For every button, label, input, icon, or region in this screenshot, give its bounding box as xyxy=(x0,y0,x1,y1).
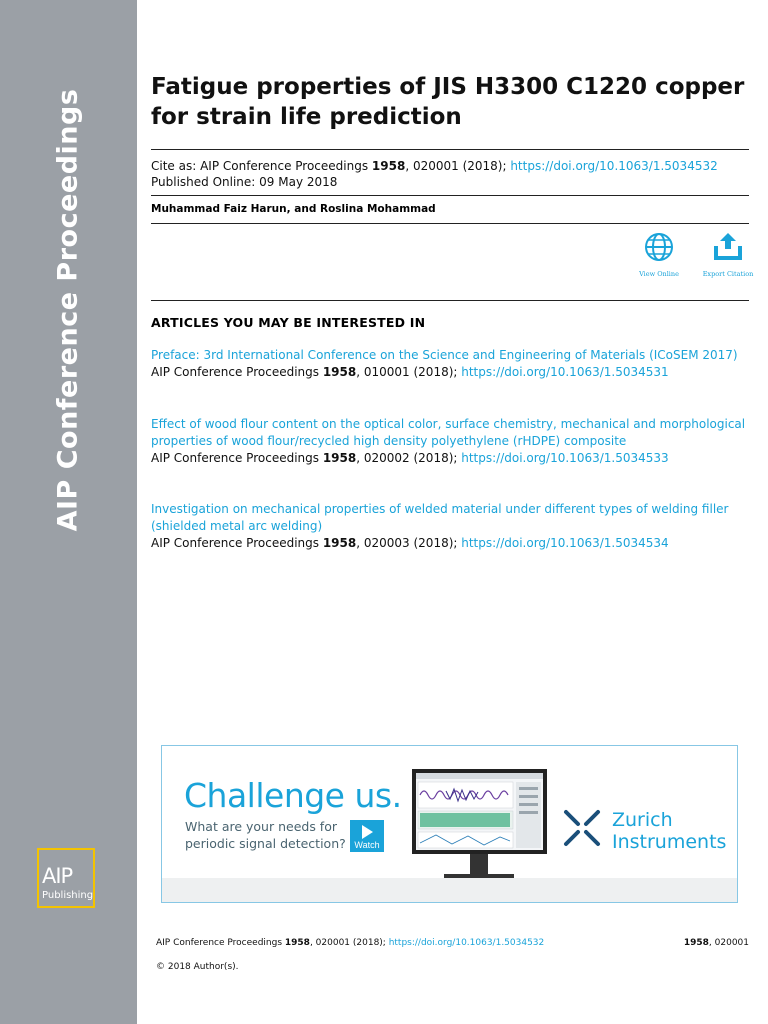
brand-line-2: Instruments xyxy=(612,831,727,853)
aip-publishing-logo[interactable] xyxy=(37,848,95,908)
watch-label: Watch xyxy=(354,840,380,850)
logo-sub-text: Publishing xyxy=(42,890,94,901)
cite-suffix: , 020001 (2018); xyxy=(405,159,511,173)
divider xyxy=(151,195,749,196)
upload-export-icon xyxy=(711,232,745,262)
divider xyxy=(151,223,749,224)
ref-volume: 1958 xyxy=(322,365,357,379)
footer-ref-suffix: , 020001 (2018); xyxy=(309,938,389,948)
cite-prefix: Cite as: AIP Conference Proceedings xyxy=(151,159,372,173)
watch-button[interactable] xyxy=(350,820,384,852)
footer-page-id xyxy=(684,938,749,948)
related-heading: ARTICLES YOU MAY BE INTERESTED IN xyxy=(151,315,426,330)
ad-headline: Challenge us. xyxy=(184,776,402,815)
export-citation-button[interactable] xyxy=(698,232,758,278)
related-article-title[interactable]: Investigation on mechanical properties of welded material under different types of welding filler (shielded metal arc welding) xyxy=(151,502,729,533)
copyright: © 2018 Author(s). xyxy=(156,962,239,972)
related-doi-link[interactable]: https://doi.org/10.1063/1.5034534 xyxy=(461,536,669,550)
zurich-instruments-wordmark xyxy=(612,809,726,853)
zurich-instruments-logo-icon xyxy=(562,808,602,848)
footer-page-number: , 020001 xyxy=(708,938,749,948)
sidebar xyxy=(0,0,137,1024)
brand-line-1: Zurich xyxy=(612,809,673,831)
cite-volume: 1958 xyxy=(371,159,406,173)
footer-doi-link[interactable]: https://doi.org/10.1063/1.5034532 xyxy=(388,938,545,948)
view-online-button[interactable] xyxy=(629,232,689,278)
related-article-title[interactable]: Effect of wood flour content on the optical color, surface chemistry, mechanical and morphological properties of wood flour/recycled high density polyethylene (rHDPE) composite xyxy=(151,417,746,448)
view-online-label: View Online xyxy=(639,270,679,278)
related-article xyxy=(151,347,751,381)
globe-icon xyxy=(644,232,674,262)
logo-main-text: AIP xyxy=(42,864,73,888)
monitor-stand xyxy=(470,854,488,876)
footer-citation xyxy=(156,938,544,948)
monitor-foot xyxy=(444,874,514,878)
export-citation-label: Export Citation xyxy=(702,270,754,278)
related-article xyxy=(151,501,751,552)
related-article-title[interactable]: Preface: 3rd International Conference on the Science and Engineering of Materials (ICoSEM 2017) xyxy=(151,348,738,362)
divider xyxy=(151,149,749,150)
play-icon xyxy=(362,825,373,839)
related-article xyxy=(151,416,751,467)
ref-suffix: , 020002 (2018); xyxy=(356,451,462,465)
paper-title: Fatigue properties of JIS H3300 C1220 copper for strain life prediction xyxy=(151,74,745,130)
divider xyxy=(151,300,749,301)
related-article-ref xyxy=(151,535,751,552)
advertisement-banner[interactable] xyxy=(161,745,738,903)
ref-volume: 1958 xyxy=(322,451,357,465)
journal-title-vertical: AIP Conference Proceedings xyxy=(52,88,84,532)
related-article-ref xyxy=(151,450,751,467)
ad-subtext: What are your needs for periodic signal detection? xyxy=(185,819,346,851)
authors: Muhammad Faiz Harun, and Roslina Mohammad xyxy=(151,203,436,215)
ref-suffix: , 010001 (2018); xyxy=(356,365,462,379)
ref-prefix: AIP Conference Proceedings xyxy=(151,536,323,550)
monitor-image xyxy=(412,769,547,854)
ref-volume: 1958 xyxy=(322,536,357,550)
published-date: Published Online: 09 May 2018 xyxy=(151,175,338,189)
ref-prefix: AIP Conference Proceedings xyxy=(151,365,323,379)
oscilloscope-screen-graphic xyxy=(416,773,543,850)
ref-suffix: , 020003 (2018); xyxy=(356,536,462,550)
monitor-screen xyxy=(416,773,543,850)
related-doi-link[interactable]: https://doi.org/10.1063/1.5034531 xyxy=(461,365,669,379)
related-doi-link[interactable]: https://doi.org/10.1063/1.5034533 xyxy=(461,451,669,465)
footer-page-volume: 1958 xyxy=(683,938,709,948)
ref-prefix: AIP Conference Proceedings xyxy=(151,451,323,465)
footer-ref-prefix: AIP Conference Proceedings xyxy=(156,938,285,948)
footer-ref-volume: 1958 xyxy=(284,938,310,948)
doi-link[interactable]: https://doi.org/10.1063/1.5034532 xyxy=(510,159,718,173)
ad-bottom-band xyxy=(162,878,737,902)
cite-line xyxy=(151,158,718,174)
citation-block xyxy=(151,158,718,190)
related-article-ref xyxy=(151,364,751,381)
